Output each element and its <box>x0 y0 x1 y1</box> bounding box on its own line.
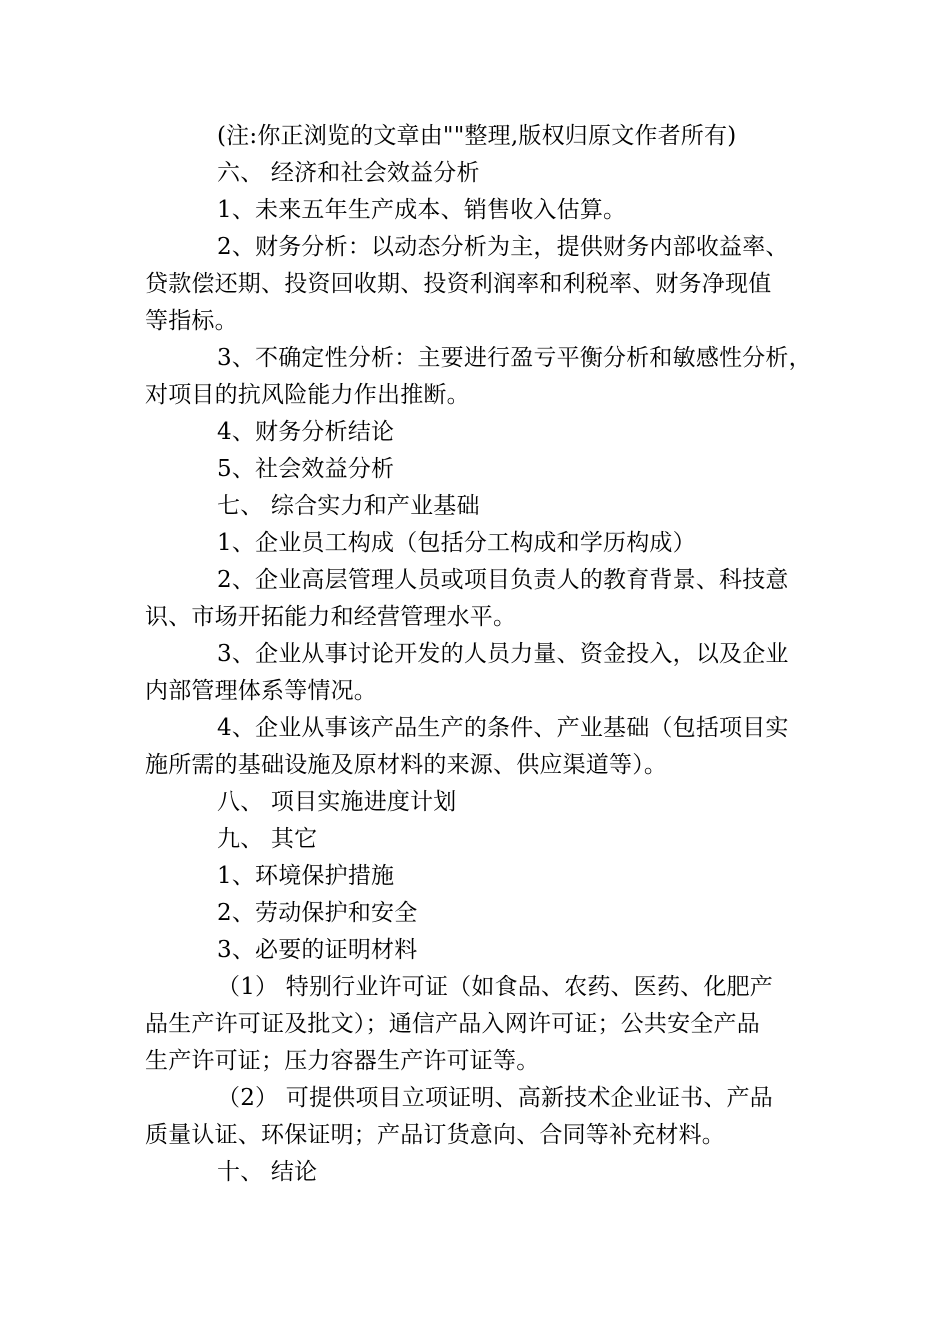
section-heading-9: 九、 其它 <box>217 826 318 852</box>
paragraph: 1、环境保护措施 <box>217 863 395 889</box>
source-note: (注:你正浏览的文章由""整理,版权归原文作者所有) <box>217 123 737 149</box>
section-heading-10: 十、 结论 <box>217 1159 318 1185</box>
paragraph: 2、财务分析：以动态分析为主，提供财务内部收益率、 <box>217 234 789 260</box>
paragraph-continuation: 施所需的基础设施及原材料的来源、供应渠道等）。 <box>145 752 668 778</box>
paragraph-continuation: 品生产许可证及批文）；通信产品入网许可证；公共安全产品 <box>145 1011 760 1037</box>
paragraph: 1、未来五年生产成本、销售收入估算。 <box>217 197 627 223</box>
paragraph-continuation: 等指标。 <box>145 308 238 334</box>
paragraph: 4、财务分析结论 <box>217 419 395 445</box>
section-heading-7: 七、 综合实力和产业基础 <box>217 493 480 519</box>
paragraph: （1） 特别行业许可证（如食品、农药、医药、化肥产 <box>217 974 773 1000</box>
document-body <box>145 118 815 1191</box>
paragraph: 4、企业从事该产品生产的条件、产业基础（包括项目实 <box>217 715 789 741</box>
paragraph: 2、企业高层管理人员或项目负责人的教育背景、科技意 <box>217 567 789 593</box>
paragraph-continuation: 贷款偿还期、投资回收期、投资利润率和利税率、财务净现值 <box>145 271 772 297</box>
paragraph: 1、企业员工构成（包括分工构成和学历构成） <box>217 530 696 556</box>
paragraph-continuation: 生产许可证；压力容器生产许可证等。 <box>145 1048 540 1074</box>
paragraph: 3、必要的证明材料 <box>217 937 418 963</box>
paragraph-continuation: 质量认证、环保证明；产品订货意向、合同等补充材料。 <box>145 1122 725 1148</box>
paragraph: 2、劳动保护和安全 <box>217 900 418 926</box>
section-heading-8: 八、 项目实施进度计划 <box>217 789 457 815</box>
paragraph: （2） 可提供项目立项证明、高新技术企业证书、产品 <box>217 1085 773 1111</box>
paragraph: 3、不确定性分析：主要进行盈亏平衡分析和敏感性分析， <box>217 345 812 371</box>
paragraph: 3、企业从事讨论开发的人员力量、资金投入，以及企业 <box>217 641 789 667</box>
paragraph-continuation: 内部管理体系等情况。 <box>145 678 377 704</box>
paragraph: 5、社会效益分析 <box>217 456 395 482</box>
section-heading-6: 六、 经济和社会效益分析 <box>217 160 480 186</box>
paragraph-continuation: 对项目的抗风险能力作出推断。 <box>145 382 470 408</box>
paragraph-continuation: 识、市场开拓能力和经营管理水平。 <box>145 604 517 630</box>
